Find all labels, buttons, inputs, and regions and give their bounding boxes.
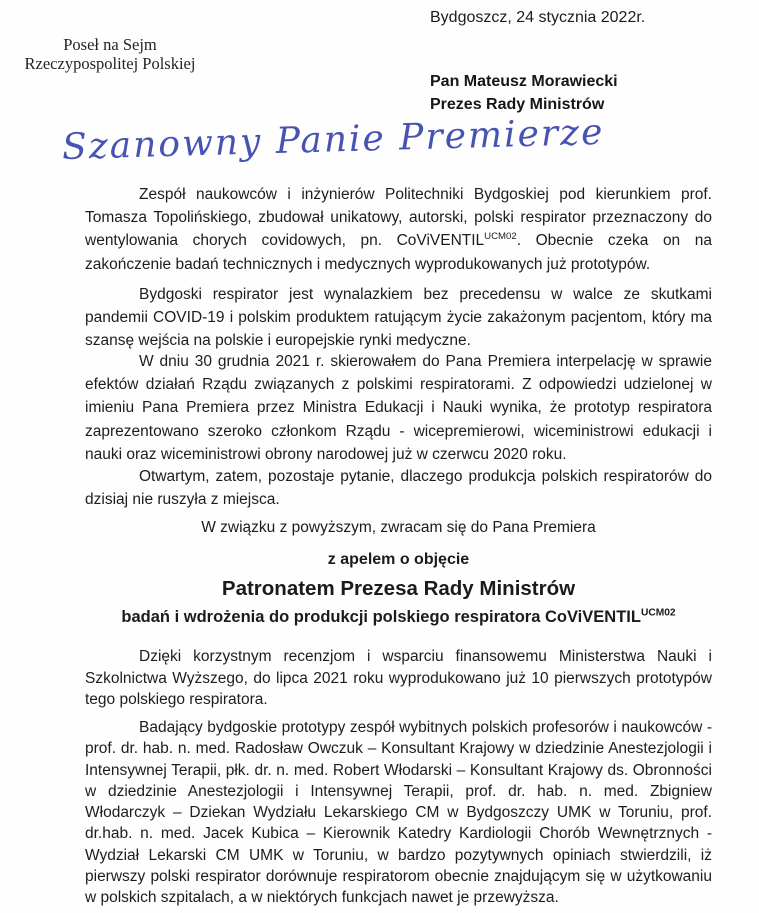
paragraph-3: W dniu 30 grudnia 2021 r. skierowałem do Pana Premiera interpelację w sprawie efektów działań Rządu związanych z polskimi respiratorami. Z odpowiedzi udzielonej w imieniu Pana Premiera przez Ministra Edukacji i Nauki wynika, że prototyp respiratora zaprezentowano szeroko członkom Rządu - wicepremierowi, wiceministrowi edukacji i nauki oraz wiceministrowi obrony narodowej już w czerwcu 2020 roku. [85,353,712,463]
handwritten-salutation: Szanowny Panie Premierze [61,111,605,168]
paragraph-2: Bydgoski respirator jest wynalazkiem bez precedensu w walce ze skutkami pandemii COVID-19 i polskim produktem ratującym życie zakażonym pacjentom, który ma szansę wejścia na polskie i europejskie rynki medyczne. [85,286,712,350]
appeal-intro-line: W związku z powyższym, zwracam się do Pana Premiera [201,519,596,536]
recipient-block [430,71,618,116]
paragraph-6: Badający bydgoskie prototypy zespół wybitnych polskich profesorów i naukowców - prof. dr. hab. n. med. Radosław Owczuk – Konsultant Krajowy w dziedzinie Anestezjologii i Intensywnej Terapii, płk. dr. n. med. Robert Włodarski – Konsultant Krajowy ds. Obronności w dziedzinie Anestezjologii i Intensywnej Terapii, prof. dr. hab. n. med. Zbigniew Włodarczyk – Dziekan Wydziału Lekarskiego CM w Bydgoszczy UMK w Toruniu, prof. dr.hab. n. med. Jacek Kubica – Kierownik Katedry Kardiologii Chorób Wewnętrznych - Wydział Lekarski CM UMK w Toruniu, w bardzo pozytywnych opiniach stwierdzili, iż pierwszy polski respirator dorównuje respiratorom obecnie znajdującym się w użytkowaniu w polskich szpitalach, a w niektórych funkcjach nawet je przewyższa. [85,719,712,907]
paragraph-5: Dzięki korzystnym recenzjom i wsparciu finansowemu Ministerstwa Nauki i Szkolnictwa Wyższego, do lipca 2021 roku wyprodukowano już 10 pierwszych prototypów tego polskiego respiratora. [85,648,712,709]
paragraph-4: Otwartym, zatem, pozostaje pytanie, dlaczego produkcja polskich respiratorów do dzisiaj nie ruszyła z miejsca. [85,468,712,509]
appeal-heading-3-text: badań i wdrożenia do produkcji polskiego respiratora CoViVENTIL [121,608,641,626]
paragraph-1-text-after: . Obecnie czeka on na zakończenie badań technicznych i medycznych wyprodukowanych już prototypów. [85,232,712,273]
appeal-heading-2: Patronatem Prezesa Rady Ministrów [221,577,576,600]
recipient-title: Prezes Rady Ministrów [430,95,605,113]
paragraph-1 [85,183,712,276]
recipient-name: Pan Mateusz Morawiecki [430,73,618,90]
appeal-heading-3 [85,608,712,627]
respirator-model-superscript-2: UCM02 [640,607,676,619]
sender-line-1: Poseł na Sejm [63,35,157,54]
letter-date: Bydgoszcz, 24 stycznia 2022r. [430,9,646,26]
appeal-heading-1: z apelem o objęcie [327,551,470,568]
sender-block [12,35,208,73]
sender-line-2: Rzeczypospolitej Polskiej [24,54,196,73]
paragraph-1-text: Zespół naukowców i inżynierów Politechniki Bydgoskiej pod kierunkiem prof. Tomasza Topolińskiego, zbudował unikatowy, autorski, polski respirator przeznaczony do wentylowania chorych covidowych, pn. CoViVENTIL [85,186,712,250]
respirator-model-superscript: UCM02 [484,231,517,243]
